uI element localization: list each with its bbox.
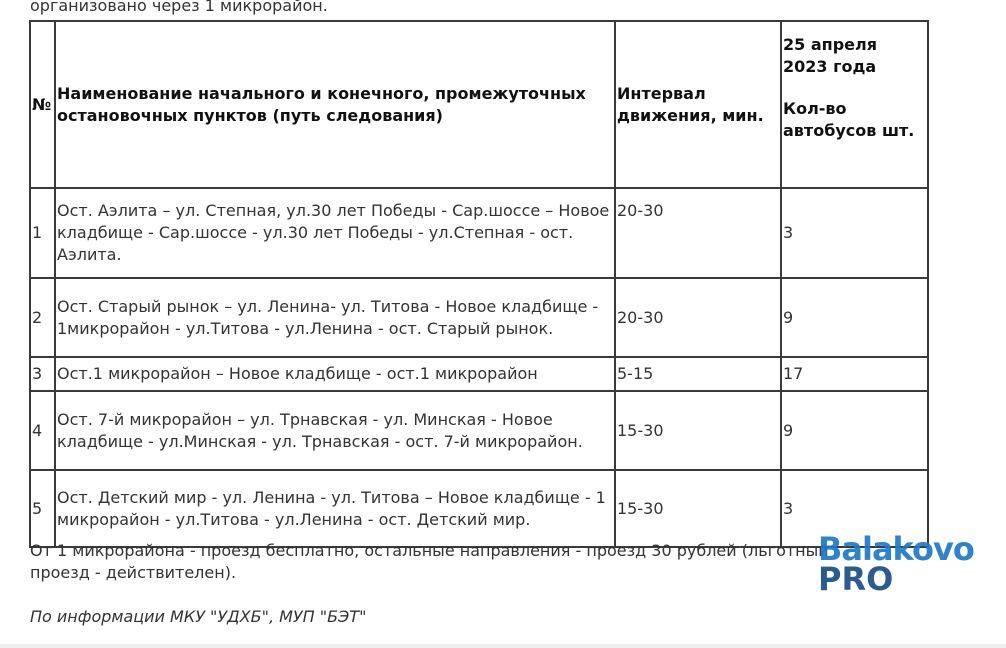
row-interval: 20-30 [615,278,781,357]
row-interval: 15-30 [615,391,781,470]
row-route: Ост. Детский мир - ул. Ленина - ул. Титова – Новое кладбище - 1 микрорайон - ул.Титова - ул.Ленина - ост. Детский мир. [55,470,615,547]
table-header-row [30,21,928,188]
source-note: По информации МКУ "УДХБ", МУП "БЭТ" [30,607,367,626]
row-count: 3 [781,188,928,278]
table-row [30,470,928,547]
row-count: 17 [781,357,928,391]
table-row [30,278,928,357]
intro-text: организовано через 1 микрорайон. [30,0,328,15]
bottom-divider [0,644,1006,648]
row-num: 5 [30,470,55,547]
header-quantity: Кол-во автобусов шт. [783,99,915,140]
row-route: Ост. Старый рынок – ул. Ленина- ул. Титова - Новое кладбище - 1микрорайон - ул.Титова - ул.Ленина - ост. Старый рынок. [55,278,615,357]
header-count [781,21,928,188]
header-num: № [30,21,55,188]
header-date: 25 апреля 2023 года [783,35,877,76]
row-route: Ост. 7-й микрорайон – ул. Трнавская - ул. Минская - Новое кладбище - ул.Минская - ул. Трнавская - ост. 7-й микрорайон. [55,391,615,470]
row-count: 9 [781,391,928,470]
header-route: Наименование начального и конечного, промежуточных остановочных пунктов (путь следования) [55,21,615,188]
row-num: 4 [30,391,55,470]
row-interval: 20-30 [615,188,781,278]
row-count: 9 [781,278,928,357]
logo-line-1: Balakovo [818,530,974,568]
row-count: 3 [781,470,928,547]
fare-note: От 1 микрорайона - проезд бесплатно, остальные направления - проезд 30 рублей (льготный проезд - действителен). [30,541,829,582]
row-num: 2 [30,278,55,357]
row-interval: 5-15 [615,357,781,391]
table-row [30,391,928,470]
row-num: 3 [30,357,55,391]
row-num: 1 [30,188,55,278]
watermark-logo [818,530,974,600]
row-interval: 15-30 [615,470,781,547]
row-route: Ост. Аэлита – ул. Степная, ул.30 лет Победы - Сар.шоссе – Новое кладбище - Сар.шоссе - ул.30 лет Победы - ул.Степная - ост. Аэлита. [55,188,615,278]
table-row [30,188,928,278]
header-interval: Интервал движения, мин. [615,21,781,188]
row-route: Ост.1 микрорайон – Новое кладбище - ост.1 микрорайон [55,357,615,391]
logo-line-2: PRO [818,560,894,598]
table-row [30,357,928,391]
schedule-table [29,20,929,548]
